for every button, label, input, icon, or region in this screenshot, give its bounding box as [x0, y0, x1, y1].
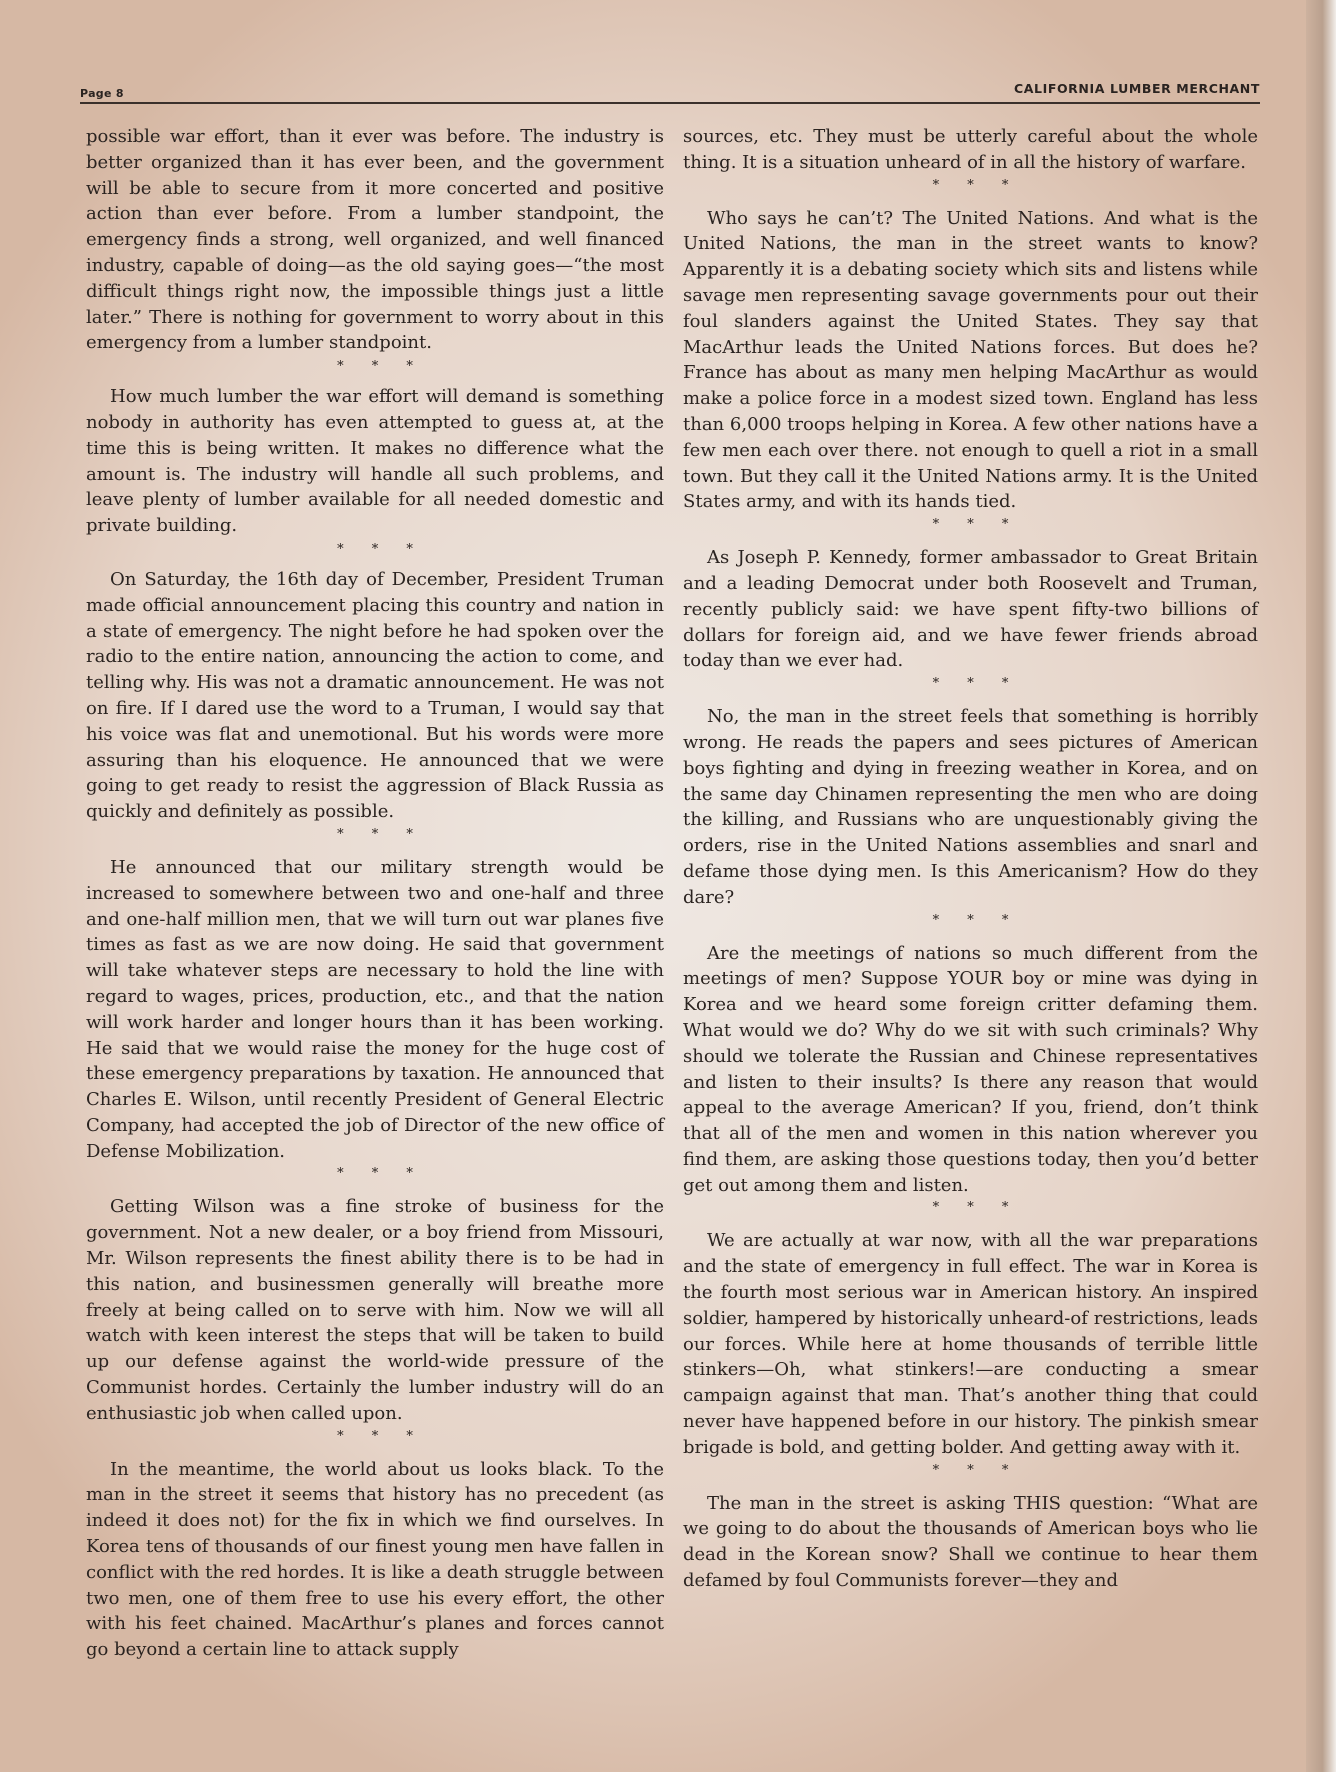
section-separator: * * *	[932, 517, 1021, 533]
article-paragraph: The man in the street is asking THIS question: “What are we going to do about the thousands of American boys who lie dead in the Korean snow? Shall we continue to hear them defamed by foul Communists forever—they and	[683, 1492, 1258, 1592]
article-paragraph: Getting Wilson was a fine stroke of business for the government. Not a new dealer, or a boy friend from Missouri, Mr. Wilson represents the finest ability there is to be had in this nation, and businessmen generally will breathe more freely at being called on to serve with him. Now we will all watch with keen interest the steps that will be taken to build up our defense against the world-wide pressure of the Communist hordes. Certainly the lumber industry will do an enthusiastic job when called upon.	[86, 1196, 664, 1424]
article-paragraph: No, the man in the street feels that something is horribly wrong. He reads the papers and sees pictures of American boys fighting and dying in freezing weather in Korea, and on the same day Chinamen representing the men who are doing the killing, and Russians who are unquestionably giving the orders, rise in the United Nations assemblies and snarl and defame those dying men. Is this Americanism? How do they dare?	[683, 706, 1258, 908]
article-paragraph: possible war effort, than it ever was before. The industry is better organized than it has ever been, and the government will be able to secure from it more concerted and positive action than ever before. From a lumber standpoint, the emergency finds a strong, well organized, and well financed industry, capable of doing—as the old saying goes—“the most difficult things right now, the impossible things just a little later.” There is nothing for government to worry about in this emergency from a lumber standpoint.	[86, 126, 664, 354]
page-header	[80, 80, 1260, 104]
article-paragraph: As Joseph P. Kennedy, former ambassador to Great Britain and a leading Democrat under both Roosevelt and Truman, recently publicly said: we have spent fifty-two billions of dollars for foreign aid, and we have fewer friends abroad today than we ever had.	[683, 547, 1258, 672]
section-separator: * * *	[932, 1200, 1021, 1216]
section-separator: * * *	[932, 1462, 1021, 1478]
section-separator: * * *	[932, 912, 1021, 928]
section-separator: * * *	[337, 359, 425, 375]
page-number: Page 8	[80, 87, 124, 100]
section-separator: * * *	[337, 541, 425, 557]
article-paragraph: He announced that our military strength would be increased to somewhere between two and one-half and three and one-half million men, that we will turn out war planes five times as fast as we are now doing. He said that government will take whatever steps are necessary to hold the line with regard to wages, prices, production, etc., and that the nation will work harder and longer hours than it has been working. He said that we would raise the money for the huge cost of these emergency preparations by taxation. He announced that Charles E. Wilson, until recently President of General Electric Company, had accepted the job of Director of the new office of Defense Mobilization.	[86, 856, 664, 1162]
section-separator: * * *	[932, 177, 1021, 193]
page-edge	[1306, 0, 1336, 1772]
article-paragraph: sources, etc. They must be utterly careful about the whole thing. It is a situation unheard of in all the history of warfare.	[683, 126, 1258, 173]
article-paragraph: We are actually at war now, with all the war preparations and the state of emergency in full effect. The war in Korea is the fourth most serious war in American history. An inspired soldier, hampered by historically unheard-of restrictions, leads our forces. While here at home thousands of terrible little stinkers—Oh, what stinkers!—are conducting a smear campaign against that man. That’s another thing that could never have happened before in our history. The pinkish smear brigade is bold, and getting bolder. And getting away with it.	[683, 1230, 1258, 1458]
article-paragraph: In the meantime, the world about us looks black. To the man in the street it seems that history has no precedent (as indeed it does not) for the fix in which we find ourselves. In Korea tens of thousands of our finest young men have fallen in conflict with the red hordes. It is like a death struggle between two men, one of them free to use his every effort, the other with his feet chained. MacArthur’s planes and forces cannot go beyond a certain line to attack supply	[86, 1458, 664, 1661]
section-separator: * * *	[337, 1428, 425, 1444]
right-column	[683, 124, 1258, 1744]
article-paragraph: On Saturday, the 16th day of December, President Truman made official announcement placing this country and nation in a state of emergency. The night before he had spoken over the radio to the entire nation, announcing the action to come, and telling why. His was not a dramatic announcement. He was not on fire. If I dared use the word to a Truman, I would say that his voice was flat and unemotional. But his words were more assuring than his eloquence. He announced that we were going to get ready to resist the aggression of Black Russia as quickly and definitely as possible.	[86, 568, 664, 823]
section-separator: * * *	[337, 1166, 425, 1182]
section-separator: * * *	[932, 676, 1021, 692]
left-column	[86, 124, 664, 1744]
section-separator: * * *	[337, 826, 425, 842]
article-paragraph: Are the meetings of nations so much different from the meetings of men? Suppose YOUR boy or mine was dying in Korea and we heard some foreign critter defaming them. What would we do? Why do we sit with such criminals? Why should we tolerate the Russian and Chinese representatives and listen to their insults? Is there any reason that would appeal to the average American? If you, friend, don’t think that all of the men and women in this nation wherever you find them, are asking those questions today, then you’d better get out among them and listen.	[683, 942, 1258, 1196]
article-paragraph: How much lumber the war effort will demand is something nobody in authority has even attempted to guess at, at the time this is being written. It makes no difference what the amount is. The industry will handle all such problems, and leave plenty of lumber available for all needed domestic and private building.	[86, 386, 664, 537]
article-paragraph: Who says he can’t? The United Nations. And what is the United Nations, the man in the street wants to know? Apparently it is a debating society which sits and listens while savage men representing savage governments pour out their foul slanders against the United States. They say that MacArthur leads the United Nations forces. But does he? France has about as many men helping MacArthur as would make a police force in a modest sized town. England has less than 6,000 troops helping in Korea. A few other nations have a few men each over there. not enough to quell a riot in a small town. But they call it the United Nations army. It is the United States army, and with its hands tied.	[683, 207, 1258, 513]
publication-title: CALIFORNIA LUMBER MERCHANT	[1013, 81, 1260, 96]
